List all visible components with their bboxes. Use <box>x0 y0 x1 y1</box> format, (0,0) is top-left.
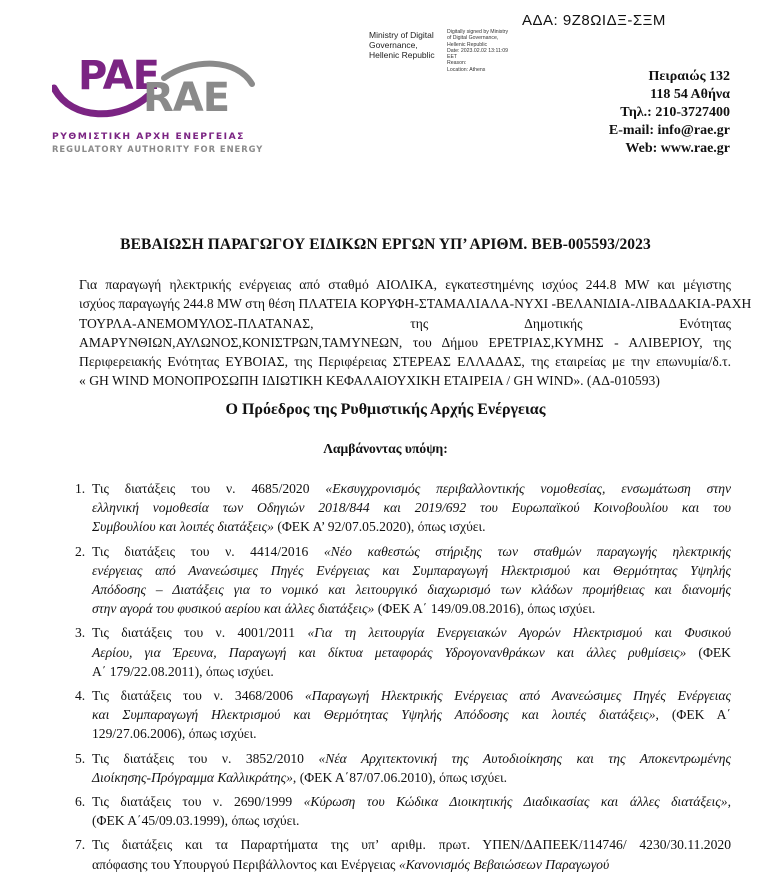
italic-segment: στην αγορά του φυσικού αερίου και άλλες διατάξεις» <box>92 601 375 617</box>
text-segment: (ΦΕΚ <box>686 644 732 660</box>
intro-paragraph <box>79 275 752 391</box>
list-item-number: 7. <box>75 837 86 853</box>
logo-word-english: RAE <box>143 75 230 121</box>
list-item-number: 5. <box>75 750 86 766</box>
list-item <box>75 686 731 744</box>
text-segment: , <box>727 794 731 810</box>
text-segment: Τις διατάξεις και τα Παραρτήματα της υπ’ αριθμ. πρωτ. ΥΠΕΝ/ΔΑΠΕΕΚ/114746/ 4230/30.11.2020 <box>92 837 731 853</box>
list-item-line <box>92 792 731 811</box>
president-heading: Ο Πρόεδρος της Ρυθμιστικής Αρχής Ενέργειας <box>225 401 546 418</box>
list-item-number: 2. <box>75 543 86 559</box>
italic-segment: Απόδοσης – Διατάξεις για το νομικό και λειτουργικό διαχωρισμό των κλάδων προμήθειας και διανομής <box>92 582 731 598</box>
text-segment: (ΦΕΚ Α΄45/09.03.1999), όπως ισχύει. <box>92 813 300 829</box>
considerations-list <box>75 479 731 879</box>
logo-tagline-english: REGULATORY AUTHORITY FOR ENERGY <box>52 144 264 154</box>
list-item-number: 6. <box>75 794 86 810</box>
list-item-line <box>92 561 731 580</box>
contact-web: Web: www.rae.gr <box>625 141 730 156</box>
intro-line: « GH WIND ΜΟΝΟΠΡΟΣΩΠΗ ΙΔΙΩΤΙΚΗ ΚΕΦΑΛΑΙΟΥΧΙΚΗ ΕΤΑΙΡΕΙΑ / GH WIND». (ΑΔ-010593) <box>79 373 660 389</box>
italic-segment: «Κύρωση του Κώδικα Διοικητικής Διαδικασίας και άλλες διατάξεις» <box>303 794 728 810</box>
list-item <box>75 623 731 681</box>
italic-segment: «Νέο καθεστώς στήριξης των σταθμών παραγωγής ηλεκτρικής <box>323 543 731 559</box>
intro-line: ΑΜΑΡΥΝΘΙΩΝ,ΑΥΛΩΝΟΣ,ΚΟΝΙΣΤΡΩΝ,ΤΑΜΥΝΕΩΝ, του Δήμου ΕΡΕΤΡΙΑΣ,ΚΥΜΗΣ - ΑΛΙΒΕΡΙΟΥ, της <box>79 334 731 350</box>
text-segment: Τις διατάξεις του ν. 4685/2020 <box>92 481 326 496</box>
text-segment: (ΦΕΚ Α’ 92/07.05.2020), όπως ισχύει. <box>273 519 486 535</box>
signature-line: Date: 2023.02.02 13:11:09 <box>447 47 509 54</box>
contact-city: 118 54 Αθήνα <box>650 87 730 102</box>
text-segment: απόφασης του Υπουργού Περιβάλλοντος και Ενέργειας <box>92 856 399 872</box>
list-item-line <box>92 662 731 681</box>
contact-email: E-mail: info@rae.gr <box>608 123 730 138</box>
list-item-line <box>92 643 731 662</box>
list-item <box>75 749 731 787</box>
italic-segment: «Κανονισμός Βεβαιώσεων Παραγωγού <box>398 856 610 872</box>
signature-line: Location: Athens <box>447 66 486 73</box>
text-segment: (ΦΕΚ Α΄ 149/09.08.2016), όπως ισχύει. <box>374 601 596 617</box>
italic-segment: Συμβουλίου και λοιπές διατάξεις» <box>92 519 274 535</box>
signature-line: Digitally signed by Ministry <box>447 29 509 35</box>
list-item-line <box>92 479 731 498</box>
signature-line: of Digital Governance, <box>447 35 499 42</box>
text-segment: Τις διατάξεις του ν. 2690/1999 <box>92 794 304 810</box>
italic-segment: «Για τη λειτουργία Ενεργειακών Αγορών Ηλεκτρισμού και Φυσικού <box>307 625 732 641</box>
list-item-line <box>92 811 731 830</box>
list-item-line <box>92 580 731 599</box>
italic-segment: «Νέα Αρχιτεκτονική της Αυτοδιοίκησης και της Αποκεντρωμένης <box>318 750 731 766</box>
text-segment: Τις διατάξεις του ν. 4001/2011 <box>92 625 308 641</box>
text-segment: , (ΦΕΚ Α΄87/07.06.2010), όπως ισχύει. <box>292 769 508 785</box>
italic-segment: Αερίου, για Έρευνα, Παραγωγή και δίκτυα μεταφοράς Υδρογονανθράκων και άλλες ρυθμίσεις» <box>92 644 687 660</box>
list-item-line <box>92 517 731 536</box>
text-segment: Α΄ 179/22.08.2011), όπως ισχύει. <box>92 663 274 679</box>
text-segment: 129/27.06.2006), όπως ισχύει. <box>92 726 257 742</box>
logo-tagline-greek: ΡΥΘΜΙΣΤΙΚΗ ΑΡΧΗ ΕΝΕΡΓΕΙΑΣ <box>52 131 245 142</box>
list-item-line <box>92 855 731 874</box>
intro-line: Για παραγωγή ηλεκτρικής ενέργειας από σταθμό ΑΙΟΛΙΚΑ, εγκατεστημένης ισχύος 244.8 MW και μέγιστης <box>79 277 731 292</box>
rae-logo <box>52 53 264 158</box>
intro-line: ΤΟΥΡΛΑ-ΑΝΕΜΟΜΥΛΟΣ-ΠΛΑΤΑΝΑΣ, της Δημοτικής Ενότητας <box>79 315 731 331</box>
signature-line: EET <box>447 54 458 61</box>
italic-segment: ελληνική νομοθεσία των Οδηγιών 2018/844 και 2019/692 του Ευρωπαϊκού Κοινοβουλίου και του <box>92 500 731 516</box>
list-item-line <box>92 705 731 724</box>
signature-metadata <box>447 29 527 73</box>
considering-heading: Λαμβάνοντας υπόψη: <box>323 441 448 456</box>
document-title: ΒΕΒΑΙΩΣΗ ΠΑΡΑΓΩΓΟΥ ΕΙΔΙΚΩΝ ΕΡΓΩΝ ΥΠ’ ΑΡΙΘΜ. ΒΕΒ-005593/2023 <box>120 236 651 253</box>
text-segment: Τις διατάξεις του ν. 3852/2010 <box>92 750 319 766</box>
list-item-line <box>92 686 731 705</box>
ada-code: ΑΔΑ: 9Ζ8ΩΙΔΞ-ΣΞΜ <box>522 12 666 29</box>
italic-segment: ενέργειας από Ανανεώσιμες Πηγές Ενέργειας και Συμπαραγωγή Ηλεκτρισμού και Θερμότητας Υψηλής <box>92 562 731 578</box>
contact-phone: Τηλ.: 210-3727400 <box>620 105 730 120</box>
signature-line: Reason: <box>447 60 467 67</box>
list-item-line <box>92 768 731 787</box>
list-item-line <box>92 542 731 561</box>
list-item-line <box>92 835 731 854</box>
text-segment: Τις διατάξεις του ν. 4414/2016 <box>92 543 324 559</box>
intro-line: ισχύος παραγωγής 244.8 MW στη θέση ΠΛΑΤΕΙΑ ΚΟΡΥΦΗ-ΣΤΑΜΑΛΙΑΛΑ-ΝΥΧΙ -ΒΕΛΑΝΙΔΙΑ-ΛΙΒΑΔΑΚΙΑ-ΡΑΧΗ <box>79 296 752 312</box>
text-segment: Τις διατάξεις του ν. 3468/2006 <box>92 688 305 704</box>
digital-signer: Ministry of Digital Governance, Hellenic Republic <box>369 30 435 60</box>
list-item <box>75 835 731 873</box>
italic-segment: και Συμπαραγωγή Ηλεκτρισμού και Θερμότητας Υψηλής Απόδοσης και λοιπές διατάξεις» <box>92 707 656 723</box>
signature-line: Hellenic Republic <box>447 41 488 48</box>
italic-segment: Διοίκησης-Πρόγραμμα Καλλικράτης» <box>92 769 293 785</box>
list-item-line <box>92 599 731 618</box>
contact-street: Πειραιώς 132 <box>648 69 730 84</box>
list-item-number: 3. <box>75 625 86 641</box>
list-item-line <box>92 724 731 743</box>
italic-segment: «Παραγωγή Ηλεκτρικής Ενέργειας από Ανανεώσιμες Πηγές Ενέργειας <box>304 688 732 704</box>
list-item <box>75 479 731 537</box>
list-item-number: 1. <box>75 481 86 496</box>
list-item <box>75 792 731 830</box>
italic-segment: «Εκσυγχρονισμός περιβαλλοντικής νομοθεσίας, ενσωμάτωση στην <box>325 481 731 496</box>
intro-line: Περιφερειακής Ενότητας ΕΥΒΟΙΑΣ, της Περιφέρειας ΣΤΕΡΕΑΣ ΕΛΛΑΔΑΣ, της εταιρείας με την επωνυμία/δ.τ. <box>79 354 731 370</box>
text-segment: , (ΦΕΚ Α΄ <box>655 707 731 723</box>
list-item <box>75 542 731 619</box>
contact-block <box>609 68 730 158</box>
list-item-line <box>92 749 731 768</box>
list-item-number: 4. <box>75 688 86 704</box>
logo-word-greek: PAE <box>78 53 159 99</box>
list-item-line <box>92 498 731 517</box>
list-item-line <box>92 623 731 642</box>
